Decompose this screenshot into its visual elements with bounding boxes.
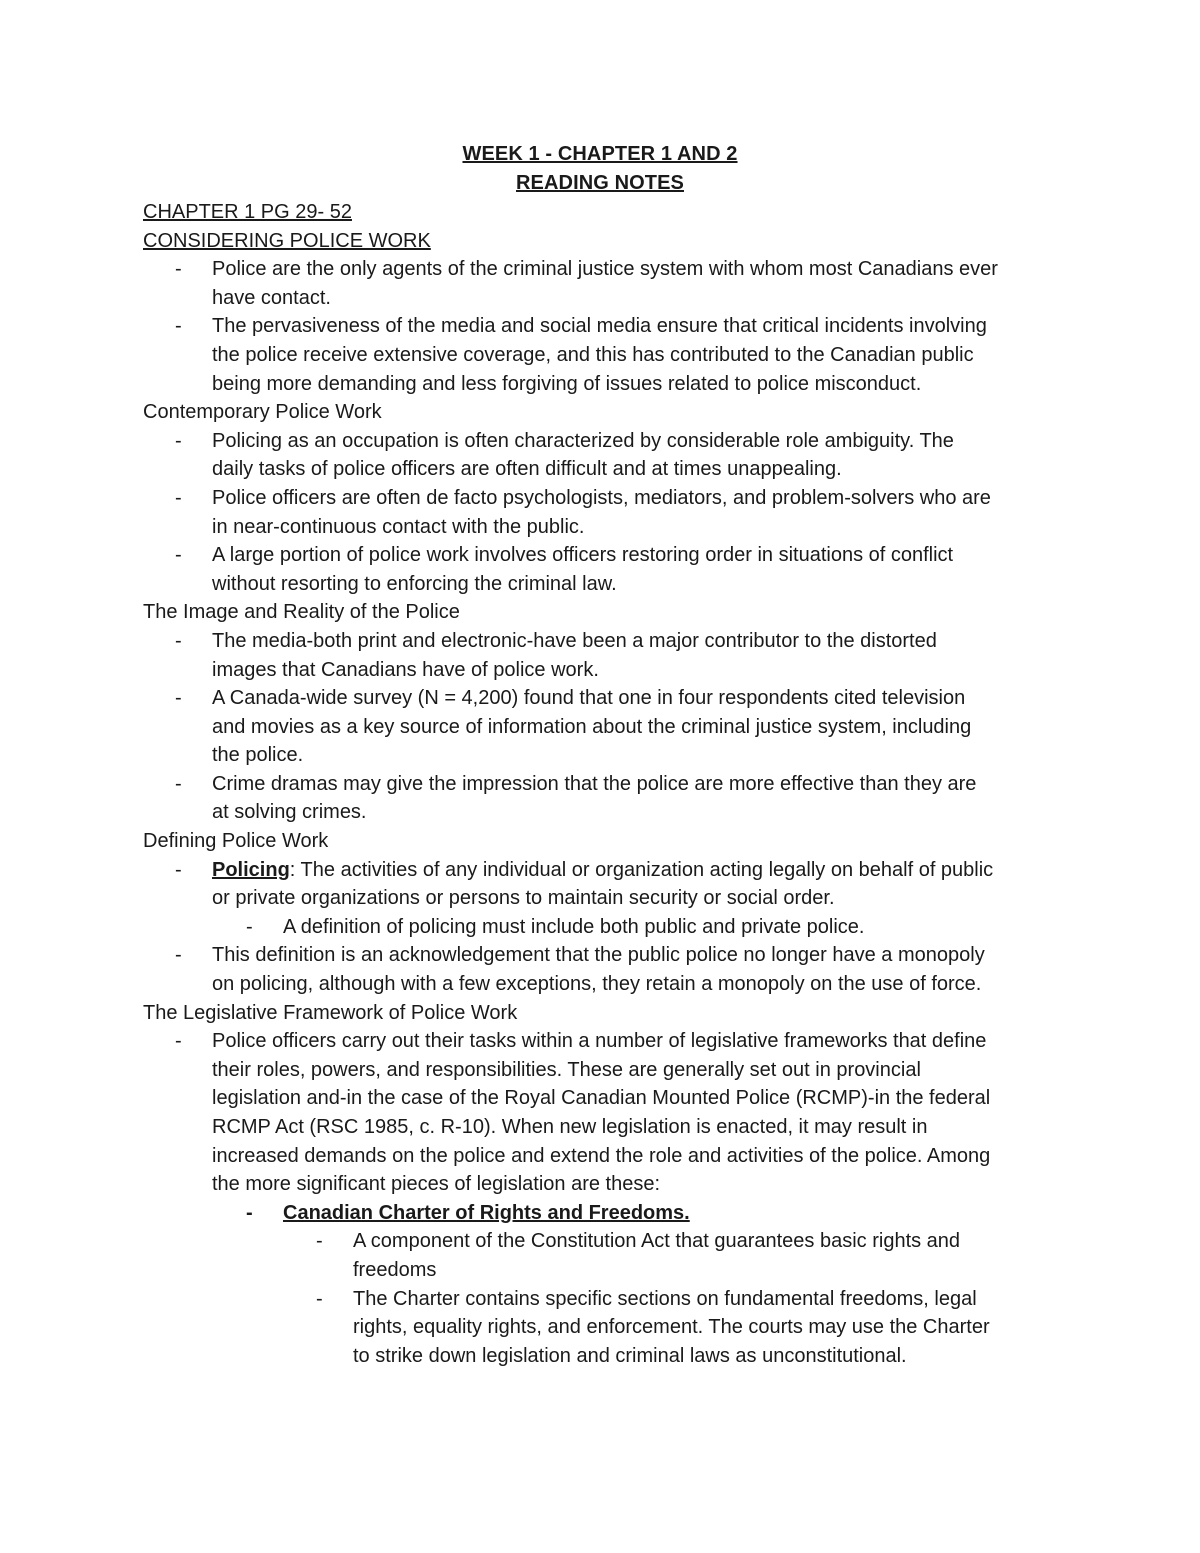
bullet-text <box>212 856 1073 913</box>
bullet-text: A definition of policing must include both public and private police. <box>283 915 865 938</box>
charter-item <box>143 1199 1073 1228</box>
bullet-text: A large portion of police work involves officers restoring order in situations of conflict without resorting to enforcing the criminal law. <box>212 544 954 595</box>
document-body <box>143 198 1073 1370</box>
bullet-text: A Canada-wide survey (N = 4,200) found that one in four respondents cited television and movies as a key source of information about the criminal justice system, including the police. <box>212 687 972 767</box>
charter-point <box>143 1227 1073 1284</box>
subsection-heading-defining: Defining Police Work <box>143 830 329 853</box>
bullet-text: Crime dramas may give the impression that the police are more effective than they are at solving crimes. <box>212 772 977 824</box>
bullet-dash: - <box>175 315 182 338</box>
bullet-text: Police officers carry out their tasks within a number of legislative frameworks that define their roles, powers, and responsibilities. These are generally set out in provincial legislation and-in the case of the Royal Canadian Mounted Police (RCMP)-in the federal RCMP Act (RSC 1985, c. R-10). When new legislation is enacted, it may result in increased demands on the police and extend the role and activities of the police. Among the more significant pieces of legislation are these: <box>212 1030 991 1196</box>
list-item <box>143 1027 1073 1199</box>
list-item <box>143 627 1073 684</box>
charter-heading: Canadian Charter of Rights and Freedoms. <box>283 1201 690 1224</box>
chapter-heading: CHAPTER 1 PG 29- 52 <box>143 201 352 223</box>
bullet-dash: - <box>175 858 182 881</box>
bullet-dash: - <box>246 915 253 938</box>
bullet-dash: - <box>175 258 182 281</box>
bullet-dash: - <box>316 1230 323 1253</box>
subsection-heading-image: The Image and Reality of the Police <box>143 601 460 624</box>
list-item <box>143 684 1073 770</box>
bullet-text: Policing as an occupation is often characterized by considerable role ambiguity. The daily tasks of police officers are often difficult and at times unappealing. <box>212 429 954 481</box>
list-item-policing <box>143 856 1073 913</box>
list-item <box>143 484 1073 541</box>
subsection-heading-contemporary: Contemporary Police Work <box>143 401 382 424</box>
sub-list-item <box>143 913 1073 942</box>
list-item <box>143 770 1073 827</box>
charter-point <box>143 1285 1073 1371</box>
document-subtitle: READING NOTES <box>516 172 684 194</box>
policing-term: Policing <box>212 858 290 881</box>
bullet-text: Police officers are often de facto psychologists, mediators, and problem-solvers who are in near-continuous contact with the public. <box>212 486 991 538</box>
bullet-dash: - <box>175 687 182 710</box>
bullet-dash: - <box>175 629 182 652</box>
bullet-dash: - <box>175 544 182 567</box>
bullet-text: A component of the Constitution Act that guarantees basic rights and freedoms <box>353 1230 961 1281</box>
bullet-dash: - <box>175 1030 182 1053</box>
bullet-dash: - <box>316 1287 323 1310</box>
bullet-text: This definition is an acknowledgement that the public police no longer have a monopoly on policing, although with a few exceptions, they retain a monopoly on the use of force. <box>212 944 985 996</box>
bullet-dash: - <box>175 944 182 967</box>
policing-definition: : The activities of any individual or organization acting legally on behalf of public or private organizations or persons to maintain security or social order. <box>212 858 994 910</box>
section-heading: CONSIDERING POLICE WORK <box>143 229 431 252</box>
bullet-dash: - <box>175 486 182 509</box>
list-item <box>143 427 1073 484</box>
document-title: WEEK 1 - CHAPTER 1 AND 2 <box>462 143 738 165</box>
bullet-text: The Charter contains specific sections on fundamental freedoms, legal rights, equality rights, and enforcement. The courts may use the Charter to strike down legislation and criminal laws as unconstitutional. <box>353 1287 990 1367</box>
bullet-text: The pervasiveness of the media and social media ensure that critical incidents involving the police receive extensive coverage, and this has contributed to the Canadian public being more demanding and less forgiving of issues related to police misconduct. <box>212 315 987 395</box>
bullet-dash: - <box>175 429 182 452</box>
list-item <box>143 941 1073 998</box>
bullet-text: The media-both print and electronic-have been a major contributor to the distorted images that Canadians have of police work. <box>212 629 937 681</box>
list-item <box>143 312 1073 398</box>
subsection-heading-legislative: The Legislative Framework of Police Work <box>143 1001 518 1024</box>
bullet-dash: - <box>175 772 182 795</box>
list-item <box>143 255 1073 312</box>
bullet-text: Police are the only agents of the criminal justice system with whom most Canadians ever have contact. <box>212 258 998 309</box>
list-item <box>143 541 1073 598</box>
bullet-dash: - <box>246 1201 253 1224</box>
